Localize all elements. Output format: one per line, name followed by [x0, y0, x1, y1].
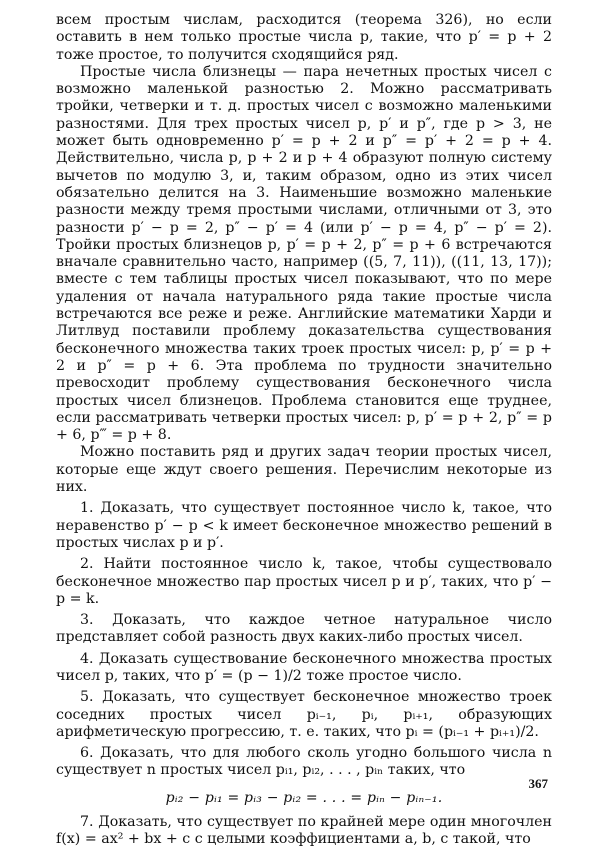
problem-3: 3. Доказать, что каждое четное натуральное число представляет собой разность двух каких-либо простых чисел. — [56, 612, 552, 646]
problem-7: 7. Доказать, что существует по крайней мере один многочлен f(x) = ax² + bx + c с целыми коэффициентами a, b, c такой, что — [56, 813, 552, 848]
problem-6: 6. Доказать, что для любого сколь угодно большого числа n существует n простых чисел pᵢ₁, pᵢ₂, . . . , pᵢₙ таких, что — [56, 745, 552, 779]
problem-4: 4. Доказать существование бесконечного множества простых чисел p, таких, что p′ = (p − 1)/2 тоже простое число. — [56, 650, 552, 684]
paragraph-prime-twins: Простые числа близнецы — пара нечетных простых чисел с возможно маленькой разностью 2. Можно рассматривать тройки, четверки и т. д. простых чисел с возможно маленькими разностями. Для трех простых чисел p, p′ и p″, где p > 3, не может быть одновременно p′ = p + 2 и p″ = p′ + 2 = p + 4. Действительно, числа p, p + 2 и p + 4 образуют полную систему вычетов по модулю 3, и, таким образом, одно из этих чисел обязательно делится на 3. Наименьшие возможно маленькие разности между тремя простыми числами, отличными от 3, это разности p′ − p = 2, p″ − p′ = 4 (или p′ − p = 4, p″ − p′ = 2). Тройки простых близнецов p, p′ = p + 2, p″ = p + 6 встречаются вначале сравнительно часто, например ((5, 7, 11)), ((11, 13, 17)); вместе с тем таблицы простых чисел показывают, что по мере удаления от начала натурального ряда такие простые числа встречаются все реже и реже. Английские математики Харди и Литлвуд поставили проблему доказательства существования бесконечного множества таких троек простых чисел: p, p′ = p + 2 и p″ = p + 6. Эта проблема по трудности значительно превосходит проблему существования бесконечного числа простых чисел близнецов. Проблема становится еще труднее, если рассматривать четверки простых чисел: p, p′ = p + 2, p″ = p + 6, p‴ = p + 8. — [56, 63, 552, 444]
page-number: 367 — [528, 776, 548, 791]
problem-5: 5. Доказать, что существует бесконечное множество троек соседних простых чисел pᵢ₋₁, pᵢ, pᵢ₊₁, образующих арифметическую прогрессию, т. е. таких, что pᵢ = (pᵢ₋₁ + pᵢ₊₁)/2. — [56, 689, 552, 740]
display-formula: pᵢ₂ − pᵢ₁ = pᵢ₃ − pᵢ₂ = . . . = pᵢₙ − pᵢₙ₋₁. — [165, 789, 443, 806]
paragraph-continuation: всем простым числам, расходится (теорема 326), но если оставить в нем только простые числа p, такие, что p′ = p + 2 тоже простое, то получится сходящийся ряд. — [56, 12, 552, 63]
paragraph-open-problems-intro: Можно поставить ряд и других задач теории простых чисел, которые еще ждут своего решения. Перечислим некоторые из них. — [56, 444, 552, 496]
problem-1: 1. Доказать, что существует постоянное число k, такое, что неравенство p′ − p < k имеет бесконечное множество решений в простых числах p и p′. — [56, 500, 552, 551]
problem-2: 2. Найти постоянное число k, такое, чтобы существовало бесконечное множество пар простых чисел p и p′, таких, что p′ − p = k. — [56, 556, 552, 607]
